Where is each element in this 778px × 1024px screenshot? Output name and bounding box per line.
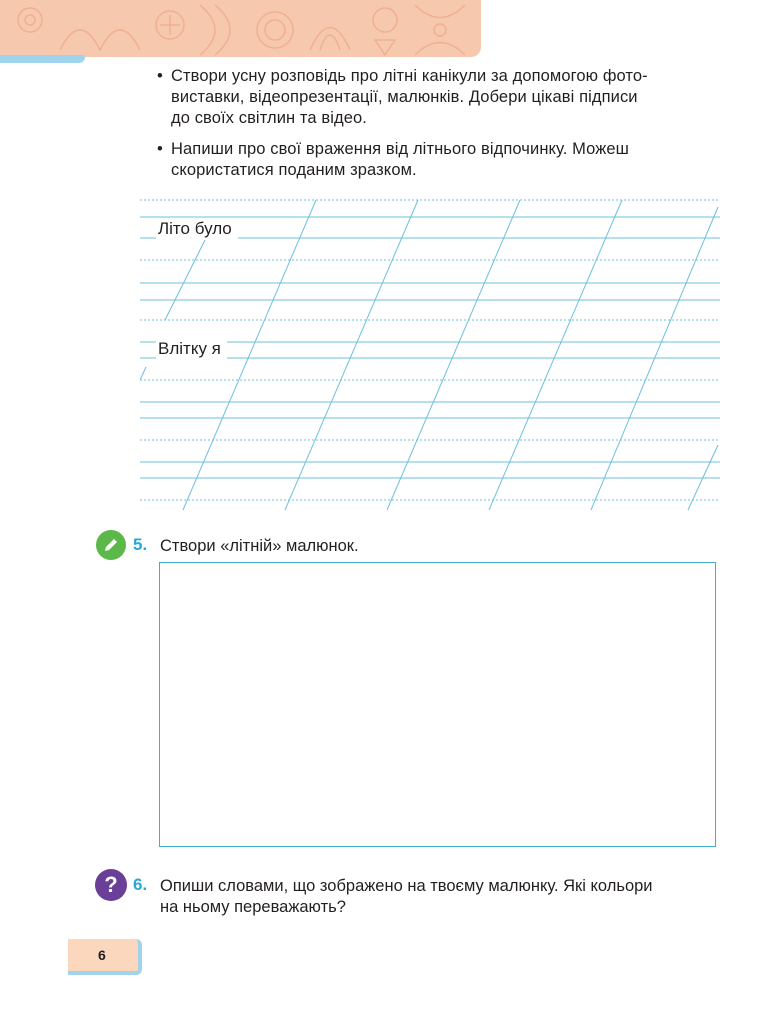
bullet-item [157,139,727,181]
bullet-line: скористатися поданим зразком. [171,161,417,179]
task-line: на ньому переважають? [160,898,346,916]
task-text [160,876,653,918]
bullet-marker: • [157,140,163,158]
question-icon [95,869,127,901]
task-line: Опиши словами, що зображено на твоєму малюнку. Які кольори [160,877,653,895]
bullet-line: виставки, відеопрезентації, малюнків. Добери цікаві підписи [171,88,638,106]
writing-prompt: Влітку я [156,338,227,360]
task-text: Створи «літній» малюнок. [160,537,359,555]
writing-ruling [140,195,720,515]
header-strip [0,55,85,63]
writing-area[interactable] [140,195,720,515]
writing-prompt: Літо було [156,218,238,240]
bullet-line: до своїх світлин та відео. [171,109,367,127]
bullet-marker: • [157,67,163,85]
task-number: 6. [133,875,148,894]
task-number: 5. [133,535,148,554]
ornament-pattern [0,0,481,57]
drawing-box[interactable] [159,562,716,847]
header-banner [0,0,481,57]
bullet-line: Створи усну розповідь про літні канікули за допомогою фото- [171,67,648,85]
task-instructions [157,66,727,191]
bullet-item [157,66,727,129]
page-number-tab [68,939,142,975]
question-mark: ? [104,872,118,897]
pencil-icon [96,530,126,560]
bullet-line: Напиши про свої враження від літнього відпочинку. Можеш [171,140,629,158]
page-number: 6 [98,947,106,963]
